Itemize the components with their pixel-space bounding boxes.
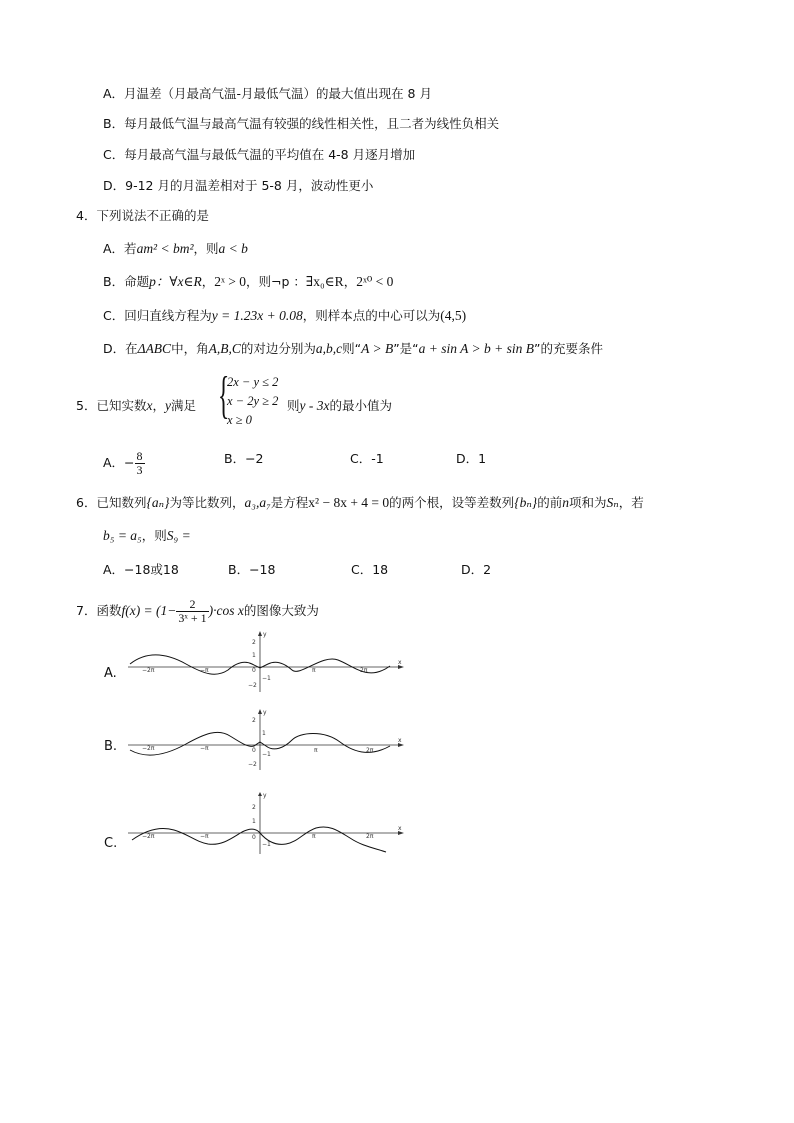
- q6-s3: 是方程: [270, 495, 309, 510]
- y-label: y: [263, 631, 267, 638]
- q4-c-prefix: C．回归直线方程为: [103, 308, 212, 323]
- q6-seq-a: {aₙ}: [146, 495, 170, 510]
- q5-constraint-1: 2x − y ≤ 2: [227, 375, 279, 389]
- q4-d-cond1: A > B: [361, 341, 394, 356]
- q5-a-num: 8: [136, 449, 143, 463]
- q5-stem-pre: [76, 397, 196, 415]
- tick-2pi: 2π: [366, 747, 374, 754]
- tick-pi: π: [312, 667, 316, 674]
- tick-2: 2: [252, 804, 256, 811]
- tick-2pi: 2π: [366, 833, 374, 840]
- q4-a-mid: ，则: [193, 241, 219, 256]
- curve-c: [132, 827, 386, 852]
- q5-option-d: D．1: [456, 451, 487, 466]
- q4-b-expr2: ∃x₀∈R: [305, 274, 344, 289]
- q3-option-d: D．9-12 月的月温差相对于 5-8 月，波动性更小: [103, 178, 374, 193]
- tick-neg1: −1: [262, 751, 271, 758]
- q5-a-fraction: [135, 450, 145, 477]
- q4-option-a: [103, 240, 248, 258]
- q7-label-a: A.: [104, 666, 117, 681]
- y-axis-arrow-icon: [258, 631, 262, 636]
- q7-fraction: [176, 598, 208, 625]
- q6-sum: Sₙ: [606, 495, 619, 510]
- q4-b-mid: ，则¬p ：: [246, 274, 306, 289]
- q7-graph-c: [128, 792, 410, 856]
- q6-then: ，则: [141, 528, 167, 543]
- q4-d-t1: 中，角: [171, 341, 209, 356]
- q6-terms: a₃,a₇: [244, 495, 271, 510]
- q6-option-b: B．−18: [228, 562, 276, 577]
- q7-stem: [76, 598, 319, 625]
- q5-stem-post: [287, 397, 392, 415]
- q4-d-triangle: ΔABC: [137, 341, 172, 356]
- q4-b-expr1: 2ˣ > 0: [214, 274, 247, 289]
- q6-s5: 的前: [537, 495, 563, 510]
- q5-option-c: C．-1: [350, 451, 384, 466]
- q6-stem-line2: [103, 527, 191, 545]
- q5-var-x: x: [146, 398, 153, 413]
- q4-d-t2: 的对边分别为: [240, 341, 316, 356]
- x-label: x: [398, 659, 402, 666]
- y-axis-arrow-icon: [258, 709, 262, 714]
- tick-2pi: 2π: [360, 667, 368, 674]
- q6-option-a: A．−18或18: [103, 562, 179, 577]
- q7-label-c: C.: [104, 836, 118, 851]
- q6-s4: 的两个根，设等差数列: [389, 495, 515, 510]
- q7-s2: 的图像大致为: [243, 603, 319, 618]
- q4-d-t3: 则“: [342, 341, 362, 356]
- tick-1: 1: [252, 652, 256, 659]
- y-label: y: [263, 792, 267, 799]
- q6-s1: 6．已知数列: [76, 495, 147, 510]
- q4-a-inequality: am² < bm²: [136, 241, 194, 256]
- tick-neg1: −1: [262, 675, 271, 682]
- q6-s6: 项和为: [568, 495, 607, 510]
- q4-c-equation: y = 1.23x + 0.08: [211, 308, 303, 323]
- x-label: x: [398, 737, 402, 744]
- q4-option-c: [103, 307, 466, 325]
- tick-pi: π: [312, 833, 316, 840]
- q4-a-result: a < b: [218, 241, 248, 256]
- q6-s2: 为等比数列，: [169, 495, 245, 510]
- q4-stem: 4．下列说法不正确的是: [76, 208, 209, 223]
- q7-graph-b: [128, 708, 410, 772]
- q7-label-b: B.: [104, 739, 118, 754]
- q4-d-cond2: a + sin A > b + sin B: [418, 341, 534, 356]
- tick-neg2pi: −2π: [142, 745, 155, 752]
- tick-neg2: −2: [248, 682, 257, 689]
- q5-option-b: B．−2: [224, 451, 264, 466]
- q7-s1: 7．函数: [76, 603, 122, 618]
- q5-mid: 满足: [170, 398, 196, 413]
- q7-frac-den: 3ˣ + 1: [178, 611, 207, 625]
- q4-d-prefix: D．在: [103, 341, 138, 356]
- tick-2: 2: [252, 717, 256, 724]
- q7-frac-num: 2: [176, 598, 208, 612]
- q3-option-c: C．每月最高气温与最低气温的平均值在 4-8 月逐月增加: [103, 147, 416, 162]
- q4-b-expr3: 2ˣ⁰ < 0: [356, 274, 394, 289]
- tick-neg2pi: −2π: [142, 667, 155, 674]
- q5-constraint-3: x ≥ 0: [227, 413, 252, 427]
- q4-b-proposition: p：∀x∈R: [149, 274, 202, 289]
- tick-neg2: −2: [248, 761, 257, 768]
- q4-d-t4: ”是“: [393, 341, 419, 356]
- q6-option-d: D．2: [461, 562, 492, 577]
- q5-var-y: y: [164, 398, 171, 413]
- tick-origin: 0: [252, 834, 256, 841]
- q4-c-mid: ，则样本点的中心可以为: [302, 308, 441, 323]
- q5-a-label: A．−: [103, 455, 135, 470]
- q5-end: 的最小值为: [329, 398, 393, 413]
- tick-1: 1: [262, 730, 266, 737]
- q5-a-den: 3: [136, 463, 143, 477]
- q4-d-t5: ”的充要条件: [533, 341, 603, 356]
- q6-equation: x² − 8x + 4 = 0: [308, 495, 390, 510]
- tick-2: 2: [252, 639, 256, 646]
- q7-func-end: )·cos x: [208, 603, 244, 618]
- y-label: y: [263, 709, 267, 716]
- q3-option-a: A．月温差（月最高气温-月最低气温）的最大值出现在 8 月: [103, 86, 432, 101]
- tick-neg1: −1: [262, 841, 271, 848]
- tick-negpi: −π: [200, 667, 209, 674]
- tick-origin: 0: [252, 667, 256, 674]
- q4-d-angles: A,B,C: [208, 341, 241, 356]
- q7-graph-a: [128, 630, 410, 694]
- q5-target: y - 3x: [299, 398, 330, 413]
- q6-s7: ，若: [618, 495, 644, 510]
- q6-n: n: [562, 495, 569, 510]
- q5-system-brace: {: [218, 367, 230, 424]
- tick-pi: π: [314, 747, 318, 754]
- q7-func-start: f(x) = (1−: [121, 603, 177, 618]
- q6-stem: [76, 494, 644, 512]
- q4-a-prefix: A．若: [103, 241, 137, 256]
- q4-d-sides: a,b,c: [315, 341, 343, 356]
- q4-b-prefix: B．命题: [103, 274, 150, 289]
- tick-1: 1: [252, 818, 256, 825]
- q4-b-sep1: ，: [201, 274, 215, 289]
- q4-b-sep2: ，: [343, 274, 357, 289]
- q5-constraint-2: x − 2y ≥ 2: [227, 394, 279, 408]
- q4-option-b: [103, 273, 393, 291]
- q5-prefix: 5．已知实数: [76, 398, 147, 413]
- q6-seq-b: {bₙ}: [514, 495, 538, 510]
- q5-sep: ，: [152, 398, 165, 413]
- q5-option-a: [103, 450, 145, 477]
- q6-ask: S₉ =: [166, 528, 191, 543]
- tick-neg2pi: −2π: [142, 833, 155, 840]
- q6-option-c: C．18: [351, 562, 389, 577]
- tick-negpi: −π: [200, 745, 209, 752]
- q4-option-d: [103, 340, 603, 358]
- q5-post: 则: [287, 398, 300, 413]
- tick-negpi: −π: [200, 833, 209, 840]
- y-axis-arrow-icon: [258, 792, 262, 796]
- tick-origin: 0: [252, 747, 256, 754]
- x-label: x: [398, 825, 402, 832]
- q3-option-b: B．每月最低气温与最高气温有较强的线性相关性，且二者为线性负相关: [103, 116, 500, 131]
- q4-c-point: (4,5): [440, 308, 467, 323]
- q6-condition: b₅ = a₅: [103, 528, 142, 543]
